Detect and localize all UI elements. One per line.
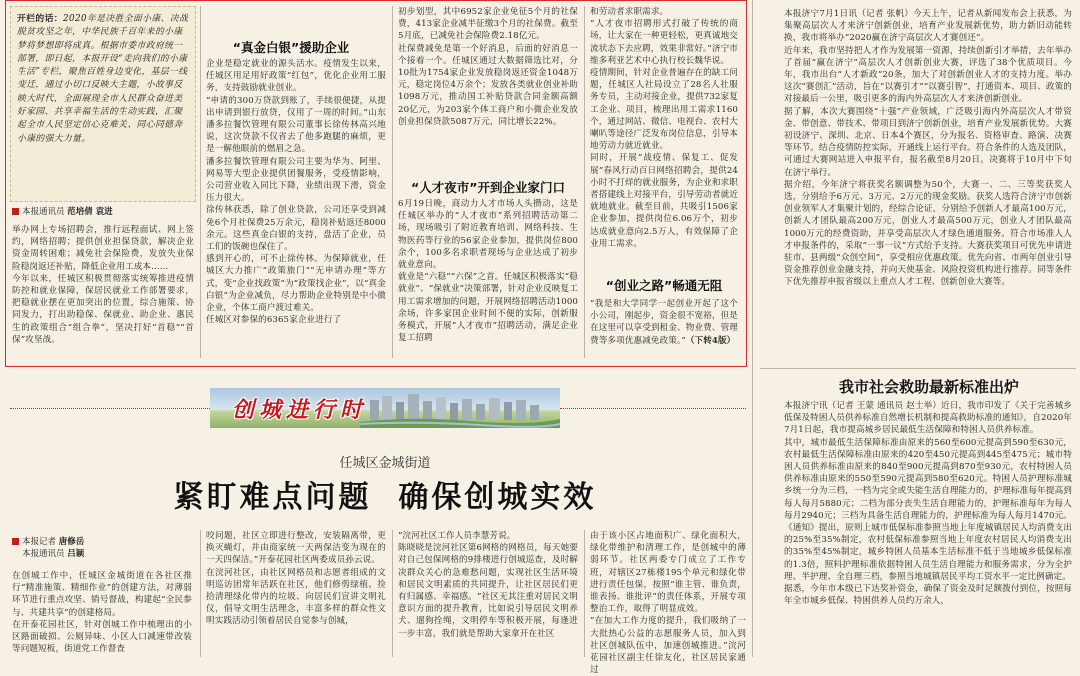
col3-headline: “人才夜市”开到企业家门口 bbox=[411, 180, 565, 195]
byline-marker-icon bbox=[12, 208, 19, 215]
opening-body: 2020年是决胜全面小康、决战脱贫攻坚之年，中华民族千百年来的小康梦将梦想即将成真。根据市委市政府统一部署，即日起，本报开设“走向我们的小康生活”专栏，聚焦百姓身边变化，基层一线变迁，通过小切口反映大主题，小故事反映大时代，全面展现全市人民群众奋进美好家园、共享幸福生活的生动实践，汇聚起全市人民坚定信心克难关、同心同德奔小康的强大力量。 bbox=[17, 14, 189, 144]
col4-text-bottom bbox=[590, 298, 738, 358]
col3-text-top: 初步划型，其中6952家企业免征5个月的社保费，413家企业减半征缴3个月的社保费。截至5月底，已减免社会保险费2.18亿元。 社保费减免是第一个好消息，后面的好消息一个接着一个。任城区通过大数据筛选比对，分10批为1754家企业发放稳岗返还资金1048万元，稳定岗位4万余个；发放各类就业创业补助1098万元，推动国工补贴贷款合同金额高额20亿元，为203家个体工商户和小微企业发放创业担保贷款5087万元，同比增长22%。 bbox=[398, 7, 578, 127]
col-divider bbox=[392, 6, 393, 358]
left-col-text: 举办网上专场招聘会，推行远程面试、网上签约，网络招聘；提供创业担保贷款，解决企业资金周转困难；减免社会保险费，发放失业保险稳岗返还补贴，降低企业用工成本…… 今年以来，任城区积极贯彻落实统筹推进疫情防控和就业保障，保居民就业工作部署要求，把稳就业摆在更加突出的位置，综合施策、协同发力，打出助稳保、保就业、助企业、惠民生的政策组合“组合拳”，坚决打好“首稳”“首保”攻坚战。 bbox=[12, 225, 194, 345]
left-byline-role: 本报通讯员 bbox=[22, 207, 65, 217]
byline2-name: 吕颖 bbox=[67, 549, 85, 559]
page-divider bbox=[752, 0, 753, 657]
lower-col1-text: 在创城工作中，任城区金城街道在各社区推行“精准施策、精细作业”的创建方法，对薄弱环节进行重点攻坚、销号督战，构建起“全民参与、共建共享”的创建格局。 在开泰花园社区，针对创城工作中梳理出的小区路面破损、公厕异味、小区人口减速带改装等问题短板，街道党工作督查 bbox=[12, 571, 192, 655]
lower-col3-text: “浣河社区工作人员李慧芳说。 陈晓晓是浣河社区第6网格的网格员，每天她要对自己包保网格的9排楼进行创城巡查，及时解决群众关心的急难愁问题，实现社区生活环境和居民文明素质的共同提升，让社区居民们更有归属感、幸福感。“社区无其注重对居民文明意识方面的提升教育，比如说引导居民文明养犬、遛狗拴绳，文明停车等积极开展，每逢进一步丰富，我们就是帮助大家拿开在社区 bbox=[398, 531, 578, 639]
col-divider bbox=[200, 6, 201, 358]
byline1-name: 唐修岳 bbox=[58, 537, 85, 547]
section-divider bbox=[10, 408, 210, 409]
col3-text-bottom: 6月19日晚，商动力人才市场人头攒动，这是任城区举办的“人才夜市”系列招聘活动第二场，现场吸引了附近教育培训、网络科技、生物医药等行业的56家企业参加，提供岗位800余个，100多名求职者现场与企业达成了初步就业意向。 就业是“六稳”“六保”之首。任城区积极落实“稳就业”、“保就业”决策部署，针对企业反映复工用工需求增加的问题，开展网络招聘活动1000余场，许多家国企业时间不便的实际，创新服务模式，开展“人才夜市”招聘活动，满足企业复工招聘 bbox=[398, 199, 578, 344]
left-byline bbox=[12, 206, 192, 218]
col4-text-top: 和劳动者求职需求。 “人才夜市招聘形式打破了传统的商场，让大家在一种更轻松，更真诚地交流状态下去应聘，效果非常好。”济宁市维多利亚艺术中心执行校长魏华说。 疫情期间，针对企业普遍存在的缺工问题，任城区人社局设立了28名人社服务专员，主动对接企业，提供732家复工企业、项目，梳理出用工需求1160个，通过网站、微信、电视台、农村大喇叭等途径广泛发布岗位信息，引导本地劳动力就近就业。 同时，开展“战疫情、保复工、促发展”春风行动百日网络招聘会，提供24小时不打烊的就业服务，为企业和求职者搭建线上对接平台，引导劳动者就近就地就业。截至目前，共吸引1506家企业参加，提供岗位6.06万个，初步达成就业意向2.5万人，有效保障了企业用工需求。 bbox=[590, 7, 738, 249]
opening-lead: 开栏的话： bbox=[17, 14, 63, 24]
col2-headline: “真金白银”援助企业 bbox=[232, 40, 350, 55]
right-bottom-text: 本报济宁讯（记者 王蒙 通讯员 赵士举）近日，我市印发了《关于完善城乡低保及特困人员供养标准自然增长机制和提高救助标准的通知》，自2020年7月1日起，我市提高城乡居民最低生活保障和特困人员供养标准。 其中，城市最低生活保障标准由原来的560至600元提高到590至630元，农村最低生活保障标准由原来的420至450元提高到445至475元；城市特困人员供养标准由原来的840至900元提高到870至930元，农村特困人员供养标准由原来的550至590元提高到580至620元。特困人员护理标准城乡统一分为三档，一档为完全或失能生活自理能力的，护理标准每年提高到每人每月5880元；二档为部分丧失生活自理能力的，护理标准每年为每人每月2940元；三档为具备生活自理能力的，护理标准为每人每月1470元。 《通知》提出，原则上城市低保标准参照当地上年度城镇居民人均消费支出的25%至35%制定，农村低保标准参照当地上年度农村居民人均消费支出的35%至45%制定，城乡特困人员基本生活标准不低于当地城乡低保标准的1.3倍，照料护理标准依据特困人员生活自理能力和服务需求，分为全护理、半护理、全自理三档，参照当地城镇居民平均工资水平一定比例确定。 据悉，今年市本级已下达奖补资金，确保了资金及时足额拨付到位，按照每年全市城乡低保、特困供养人员约万余人， bbox=[784, 401, 1072, 607]
byline2-role: 本报通讯员 bbox=[22, 549, 65, 559]
right-divider bbox=[760, 368, 1076, 369]
banner-title: 创城进行时 bbox=[232, 397, 368, 423]
opening-box bbox=[10, 6, 196, 202]
col-divider bbox=[584, 6, 585, 358]
article-headline: 紧盯难点问题 确保创城实效 bbox=[173, 480, 597, 515]
right-top-text: 本报济宁7月1日讯（记者 张帆）今天上午，记者从新闻发布会上获悉，为集聚高层次人才来济宁创新创业，培育产业发展新优势，助力新旧动能转换，我市将举办“2020赢在济宁高层次人才赛创还”。 近年来，我市坚持把人才作为发展第一资源，持续创新引才举措，去年举办了首届“赢在济宁”高层次人才创新创业大赛，评选了38个优质项目。今年，我市出台“人才新政”20条，加大了对创新创业人才的支持力度。举办这次“赛创汇”活动，旨在“以赛引才”“以赛引智”，打通资本、项目、政策的对接最后一公里，吸引更多的海内外高层次人才来济创新创业。 据了解，本次大赛围绕“十强”产业领域，广泛吸引海内外高层次人才带资金、带创意、带技术、带项目到济宁创新创业，培育产业发展新优势。大赛初设济宁、深圳、北京、日本4个赛区，分为报名、资格审查、路演、决赛等环节。结合疫情防控实际，开通线上运行平台。符合条件的人选及团队，可通过大赛网站进入申报平台，报名截至8月20日。决赛将于10月中下旬在济宁举行。 据介绍，今年济宁将获奖名额调整为50个，大赛一、二、三等奖获奖人选，分别给予6万元、3万元、2万元的现金奖励。获奖人选符合济宁市创新创业领军人才集聚计划的，经综合论证，分别给予创新人才最高100万元，创新人才团队最高200万元，创业人才最高500万元，创业人才团队最高1000万元的经费资助，并享受高层次人才绿色通道服务。符合市场准人人才申报条件的，采取“一事一议”方式给予支持。大赛获奖项目可优先申请进驻市、县两级“众创空间”，享受相应优惠政策。优先向省、市两年创业引导资金推荐创业金融支持，并向天使基金、风险投资机构进行推荐。同等条件下优先推荐申报省级以上重点人才工程、创新创业大赛等。 bbox=[784, 9, 1072, 288]
opening-box-text bbox=[17, 13, 190, 197]
article-kicker: 任城区金城街道 bbox=[339, 456, 431, 471]
lower-byline-line2 bbox=[12, 548, 192, 560]
lower-col2-text: 咬问题，社区立即进行整改，安装隔离带，更换灭蝇灯，并由商家统一天两保洁变为现在的一天四保洁。”开泰花园社区两委成员孙云说。 在浣河社区，由社区网格员和志愿者组成的文明巡访团常年活跃在社区，他们修剪绿植、捡拾清理绿化带内的垃圾、向居民们宣讲文明礼仪，倡导文明生活理念，丰富多样的群众性文明实践活动引领着居民自觉参与创城， bbox=[206, 531, 386, 627]
col2-text: 企业是稳定就业的源头活水。疫情发生以来，任城区用足用好政策“红包”，优化企业用工服务，支持鼓励就业创业。 “申请的300万贷款到账了，手续很便捷，从提出申请到银行放贷，仅用了一周的时间。”山东潘多拉餐饮管理有限公司董事长徐传林高兴地说，这次贷款不仅省去了他多跑腿的麻烦，更是一解他眼前的燃眉之急。 潘多拉餐饮管理有限公司主要为华为、阿里、网易等大型企业提供团餐服务，受疫情影响，公司营业收入同比下降，业绩出现下滑，资金压力很大。 徐传林获悉，除了创业贷款，公司还享受到减免6个月社保费25万余元，稳岗补贴返还8000余元。这些真金白银的支持，盘活了企业，员工们的饭碗也保住了。 感到开心的，可不止徐传林。为保障就业，任城区大力推广“政策旅门”“无申请办理”等方式，变“企业找政策”为“政策找企业”，以“真金白银”为企业减负，尽力帮助企业特别是中小微企业，个体工商户渡过难关。 任城区对参保的6365家企业进行了 bbox=[206, 59, 386, 326]
col4-text-bottom-body: “我是和大学同学一起创业开起了这个小公司，刚起步，资金很不宽裕，但是在这里可以享受到租金、物业费、管理费等多项优惠减免政策。” bbox=[590, 299, 738, 346]
lower-byline bbox=[12, 536, 192, 560]
lower-col4-text: 由于该小区占地面积广、绿化面积大，绿化带维护和清理工作，是创城中的薄弱环节。社区两委专门成立了工作专班，对辖区27栋楼195个单元和绿化带进行责任包保，按照“谁主管、谁负责，谁表扬、谁批评”的责任体系，开展专项整治工作，取得了明显成效。 “在加大工作力度的提升，我们吸纳了一大批热心公益的志愿服务人员，加入到社区创城队伍中，加速创城推进。”浣河花园社区副主任徐友化，社区居民家通过 bbox=[590, 531, 746, 676]
section-divider bbox=[560, 408, 746, 409]
col-divider bbox=[584, 530, 585, 657]
col-divider bbox=[392, 530, 393, 657]
banner-image bbox=[210, 388, 560, 428]
right-bottom-headline: 我市社会救助最新标准出炉 bbox=[838, 378, 1019, 396]
byline1-role: 本报记者 bbox=[22, 537, 57, 547]
col4-headline: “创业之路”畅通无阻 bbox=[605, 278, 723, 293]
col-divider bbox=[200, 530, 201, 657]
continued-note: （下转4版） bbox=[685, 335, 736, 346]
lower-byline-line1 bbox=[12, 536, 192, 548]
left-byline-names: 范培倩 袁进 bbox=[67, 207, 113, 217]
byline-marker-icon bbox=[12, 538, 19, 545]
